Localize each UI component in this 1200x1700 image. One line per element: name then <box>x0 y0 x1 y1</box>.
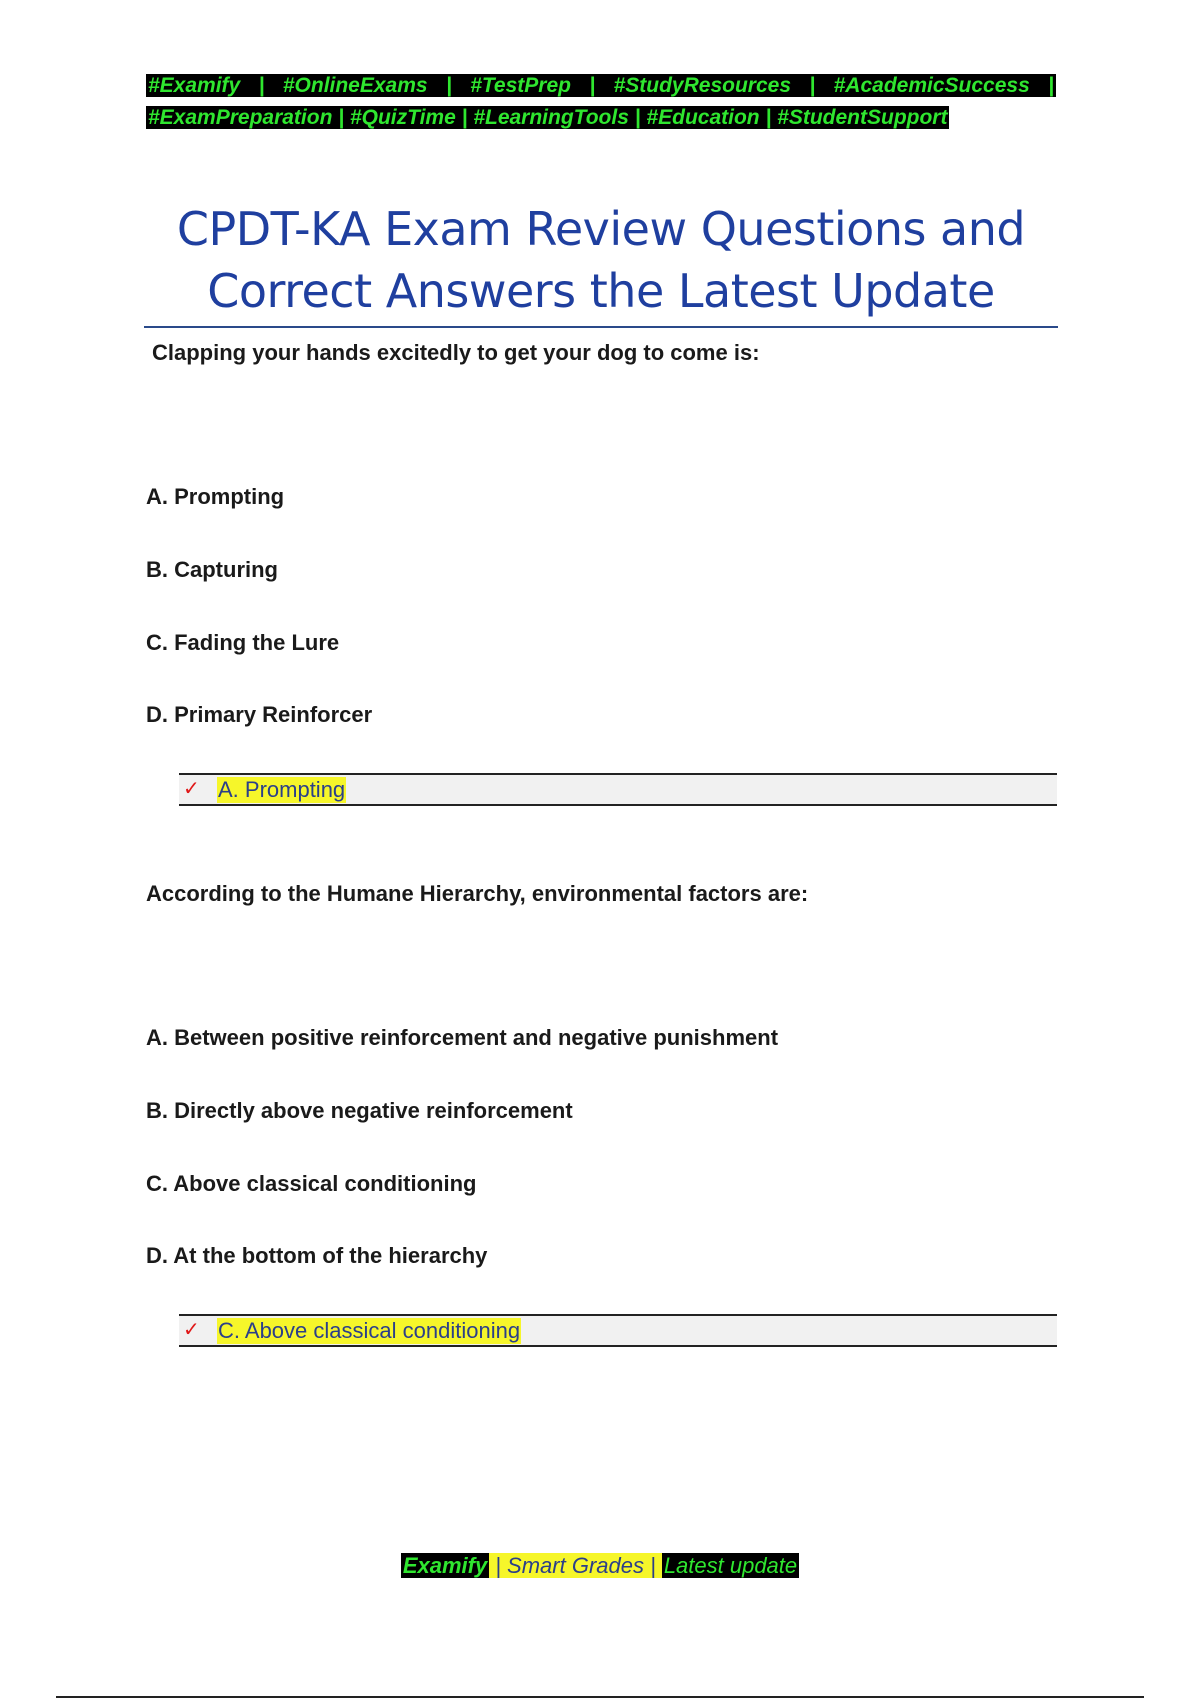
hashtag-line-1: #Examify | #OnlineExams | #TestPrep | #StudyResources | #AcademicSuccess | <box>148 74 1054 97</box>
question-1-answer: A. Prompting <box>218 777 346 802</box>
document-title <box>146 198 1056 322</box>
footer-brand: Examify <box>402 1553 488 1578</box>
footer-banner <box>0 1553 1200 1579</box>
question-1-option-d: D. Primary Reinforcer <box>146 702 373 727</box>
check-mark-icon: ✓ <box>183 1317 200 1341</box>
question-1-option-b: B. Capturing <box>146 557 278 582</box>
question-1-option-c: C. Fading the Lure <box>146 630 340 655</box>
hashtag-line-2: #ExamPreparation | #QuizTime | #LearningTools | #Education | #StudentSupport <box>148 106 948 129</box>
question-2-option-d: D. At the bottom of the hierarchy <box>146 1243 488 1268</box>
question-2-option-c: C. Above classical conditioning <box>146 1171 477 1196</box>
question-1-prompt: Clapping your hands excitedly to get your dog to come is: <box>152 340 760 365</box>
title-divider <box>144 326 1058 328</box>
question-2-option-b: B. Directly above negative reinforcement <box>146 1098 573 1123</box>
title-line-2: Correct Answers the Latest Update <box>207 264 995 318</box>
check-mark-icon: ✓ <box>183 776 200 800</box>
question-2-answer-box <box>179 1314 1057 1347</box>
question-1-answer-box <box>179 773 1057 806</box>
footer-middle: | Smart Grades | <box>489 1553 662 1578</box>
question-2-option-a: A. Between positive reinforcement and negative punishment <box>146 1025 779 1050</box>
question-1-option-a: A. Prompting <box>146 484 285 509</box>
question-2-prompt: According to the Humane Hierarchy, environmental factors are: <box>146 881 809 906</box>
question-2-answer: C. Above classical conditioning <box>218 1318 521 1343</box>
footer-latest-update: Latest update <box>663 1553 798 1578</box>
page-bottom-divider <box>56 1696 1144 1698</box>
title-line-1: CPDT-KA Exam Review Questions and <box>176 202 1026 256</box>
hashtag-header <box>146 70 1056 134</box>
